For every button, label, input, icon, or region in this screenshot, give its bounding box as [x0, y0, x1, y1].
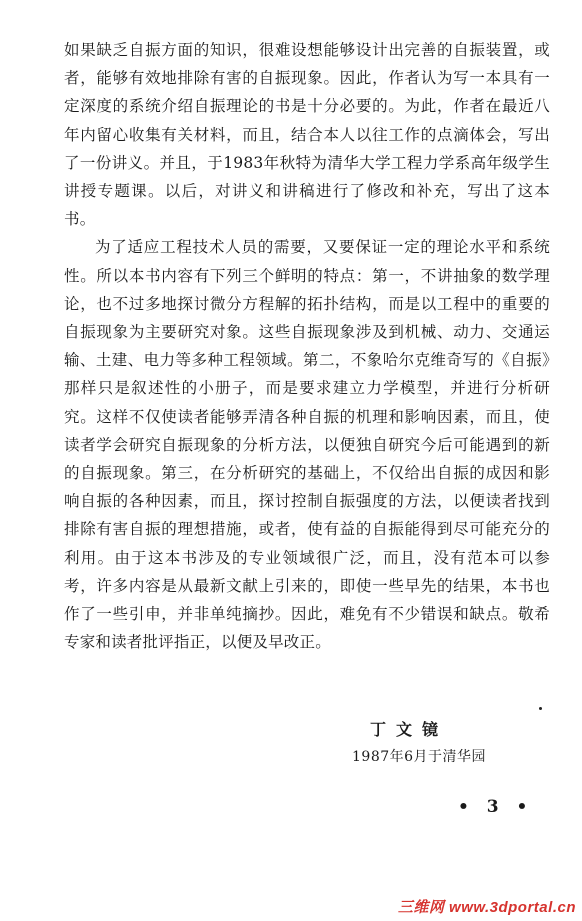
paragraph-features: 为了适应工程技术人员的需要，又要保证一定的理论水平和系统性。所以本书内容有下列三个鲜明的特点：第一，不讲抽象的数学理论，也不过多地探讨微分方程解的拓扑结构，而是以工程中的重要的自振现象为主要研究对象。这些自振现象涉及到机械、动力、交通运输、土建、电力等多种工程领域。第二，不象哈尔克维奇写的《自振》那样只是叙述性的小册子，而是要求建立力学模型，并进行分析研究。这样不仅使读者能够弄清各种自振的机理和影响因素，而且，使读者学会研究自振现象的分析方法，以便独自研究今后可能遇到的新的自振现象。第三，在分析研究的基础上，不仅给出自振的成因和影响自振的各种因素，而且，探讨控制自振强度的方法，以便读者找到排除有害自振的理想措施，或者，使有益的自振能得到尽可能充分的利用。由于这本书涉及的专业领域很广泛，而且，没有范本可以参考，许多内容是从最新文献上引来的，即使一些早先的结果，本书也作了一些引申，并非单纯摘抄。因此，难免有不少错误和缺点。敬希专家和读者批评指正，以便及早改正。 — [64, 238, 550, 652]
print-speck — [539, 707, 542, 710]
date-place-line: 1987年6月于清华园 — [352, 749, 487, 765]
author-signature: 丁文镜 — [370, 720, 449, 739]
site-watermark: 三维网 www.3dportal.cn — [397, 899, 576, 916]
body-text — [64, 36, 550, 656]
paragraph-continuation: 如果缺乏自振方面的知识，很难设想能够设计出完善的自振装置，或者，能够有效地排除有害的自振现象。因此，作者认为写一本具有一定深度的系统介绍自振理论的书是十分必要的。为此，作者在最近八年内留心收集有关材料，而且，结合本人以往工作的点滴体会，写出了一份讲义。并且，于1983年秋特为清华大学工程力学系高年级学生讲授专题课。以后，对讲义和讲稿进行了修改和补充，写出了这本书。 — [64, 41, 550, 229]
page-number: • 3 • — [458, 797, 534, 817]
